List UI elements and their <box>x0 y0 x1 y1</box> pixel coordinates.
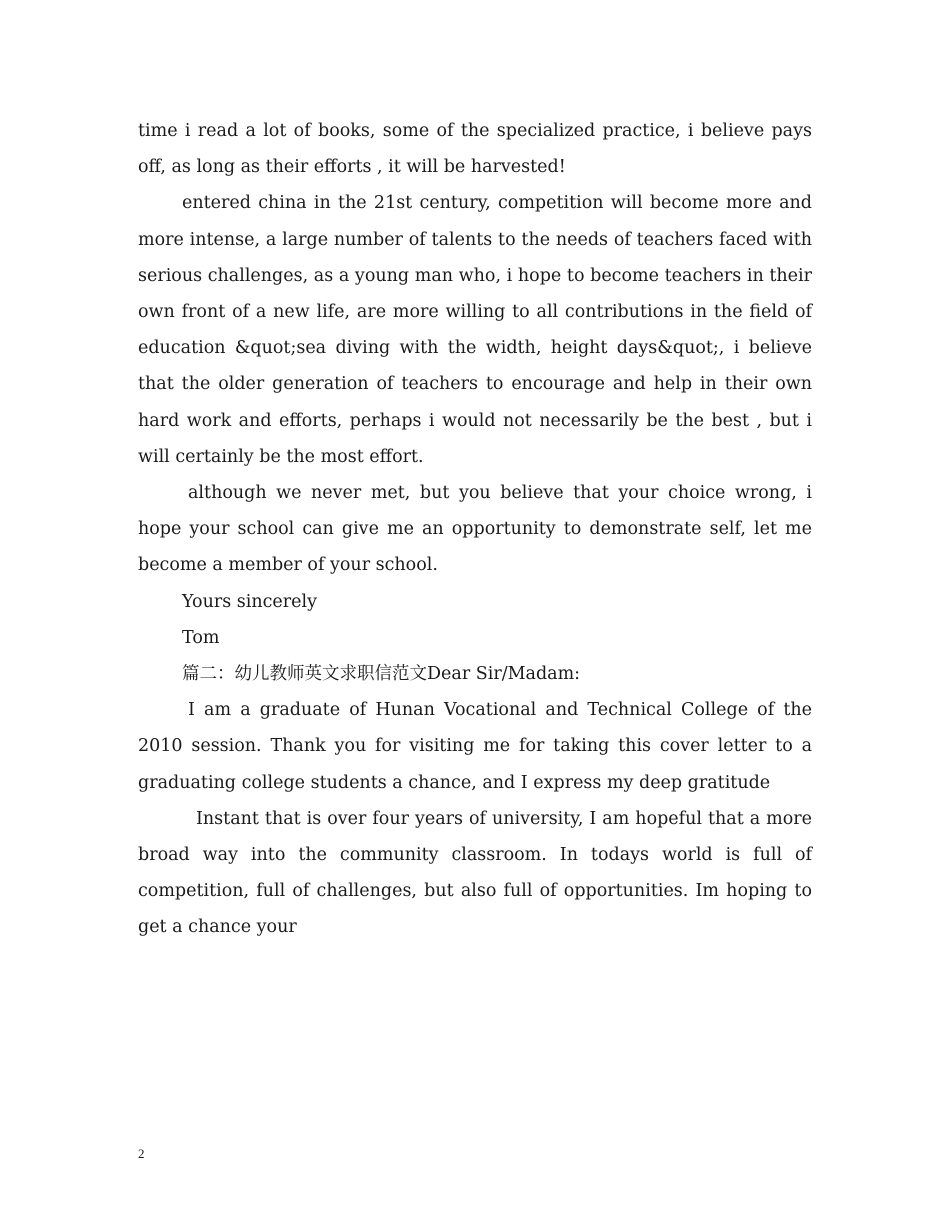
page-number: 2 <box>138 1146 145 1161</box>
paragraph-closing-request: although we never met, but you believe that your choice wrong, i hope your school can give me an opportunity to demonstrate self, let me become a member of your school. <box>138 483 812 576</box>
paragraph-university: Instant that is over four years of university, I am hopeful that a more broad way into the community classroom. In todays world is full of competition, full of challenges, but also full of opportunities. Im hoping to get a chance your <box>138 808 812 938</box>
signature-name: Tom <box>182 627 220 648</box>
paragraph-continuation: time i read a lot of books, some of the specialized practice, i believe pays off, as long as their efforts , it will be harvested! <box>138 121 812 178</box>
document-body <box>138 113 812 946</box>
paragraph-competition: entered china in the 21st century, competition will become more and more intense, a large number of talents to the needs of teachers faced with serious challenges, as a young man who, i hope to become teachers in their own front of a new life, are more willing to all contributions in the field of education &quot;sea diving with the width, height days&quot;, i believe that the older generation of teachers to encourage and help in their own hard work and efforts, perhaps i would not necessarily be the best , but i will certainly be the most effort. <box>138 193 812 467</box>
closing-salutation: Yours sincerely <box>182 591 317 612</box>
paragraph-introduction: I am a graduate of Hunan Vocational and Technical College of the 2010 session. Thank you for visiting me for taking this cover letter to a graduating college students a chance, and I express my deep gratitude <box>138 700 812 793</box>
section-heading: 篇二：幼儿教师英文求职信范文Dear Sir/Madam: <box>182 664 581 685</box>
